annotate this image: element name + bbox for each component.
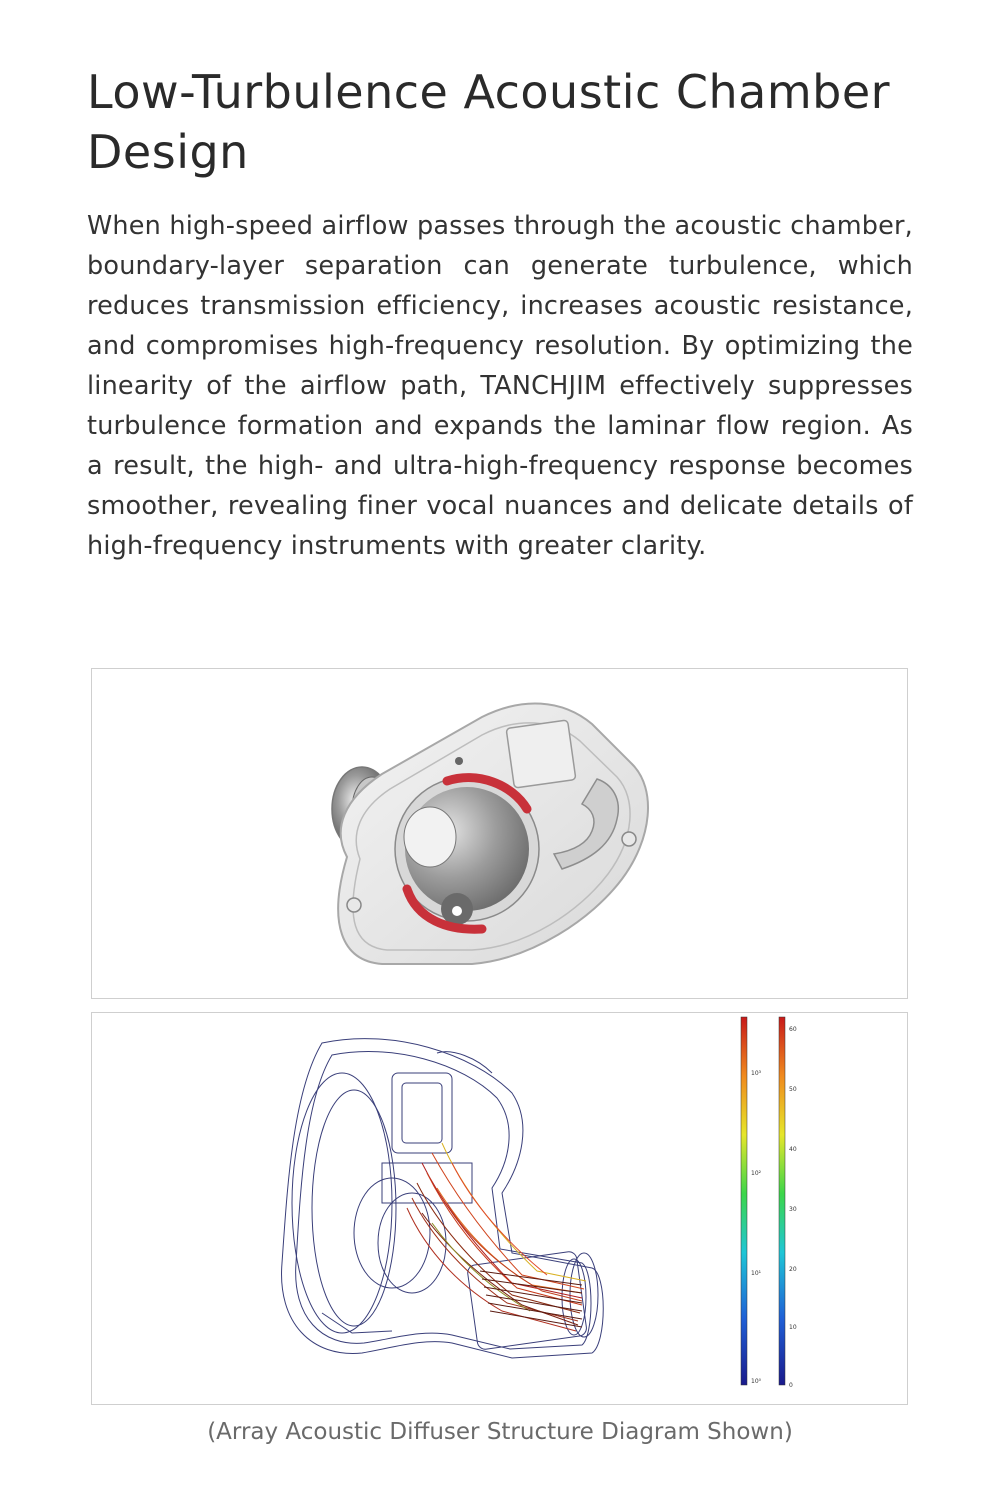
streamlines — [407, 1143, 586, 1331]
color-scale-right — [779, 1017, 797, 1389]
scale-left-label-4: 10⁰ — [751, 1378, 762, 1385]
scale-right-label-10: 10 — [789, 1324, 797, 1331]
description-paragraph: When high-speed airflow passes through the acoustic chamber, boundary-layer separation can generate turbulence, which reduces transmission efficiency, increases acoustic resistance, and compromises high-frequency resolution. By optimizing the linearity of the airflow path, TANCHJIM effectively suppresses turbulence formation and expands the laminar flow region. As a result, the high- and ultra-high-frequency response becomes smoother, revealing finer vocal nuances and delicate details of high-frequency instruments with greater clarity. — [87, 211, 913, 561]
color-scale-left — [741, 1017, 762, 1385]
scale-left-label-2: 10² — [751, 1170, 762, 1177]
scale-right-label-0: 0 — [789, 1382, 793, 1389]
scale-left-label-1: 10³ — [751, 1070, 762, 1077]
page-title: Low-Turbulence Acoustic Chamber Design — [87, 65, 891, 179]
scale-right-label-30: 30 — [789, 1206, 797, 1213]
earphone-chamber-cutaway-icon — [92, 669, 907, 998]
figure-caption: (Array Acoustic Diffuser Structure Diagram Shown) — [207, 1419, 793, 1445]
screw-hole-left — [347, 898, 361, 912]
driver-housing — [506, 720, 576, 788]
scale-right-label-50: 50 — [789, 1086, 797, 1093]
scale-right-label-20: 20 — [789, 1266, 797, 1273]
scale-right-label-60: 60 — [789, 1026, 797, 1033]
airflow-streamline-simulation-icon — [92, 1013, 907, 1404]
screw-hole-right — [622, 832, 636, 846]
scale-right-label-40: 40 — [789, 1146, 797, 1153]
chamber-render-panel — [91, 668, 908, 999]
simulation-panel — [91, 1012, 908, 1405]
scale-left-label-3: 10¹ — [751, 1270, 762, 1277]
